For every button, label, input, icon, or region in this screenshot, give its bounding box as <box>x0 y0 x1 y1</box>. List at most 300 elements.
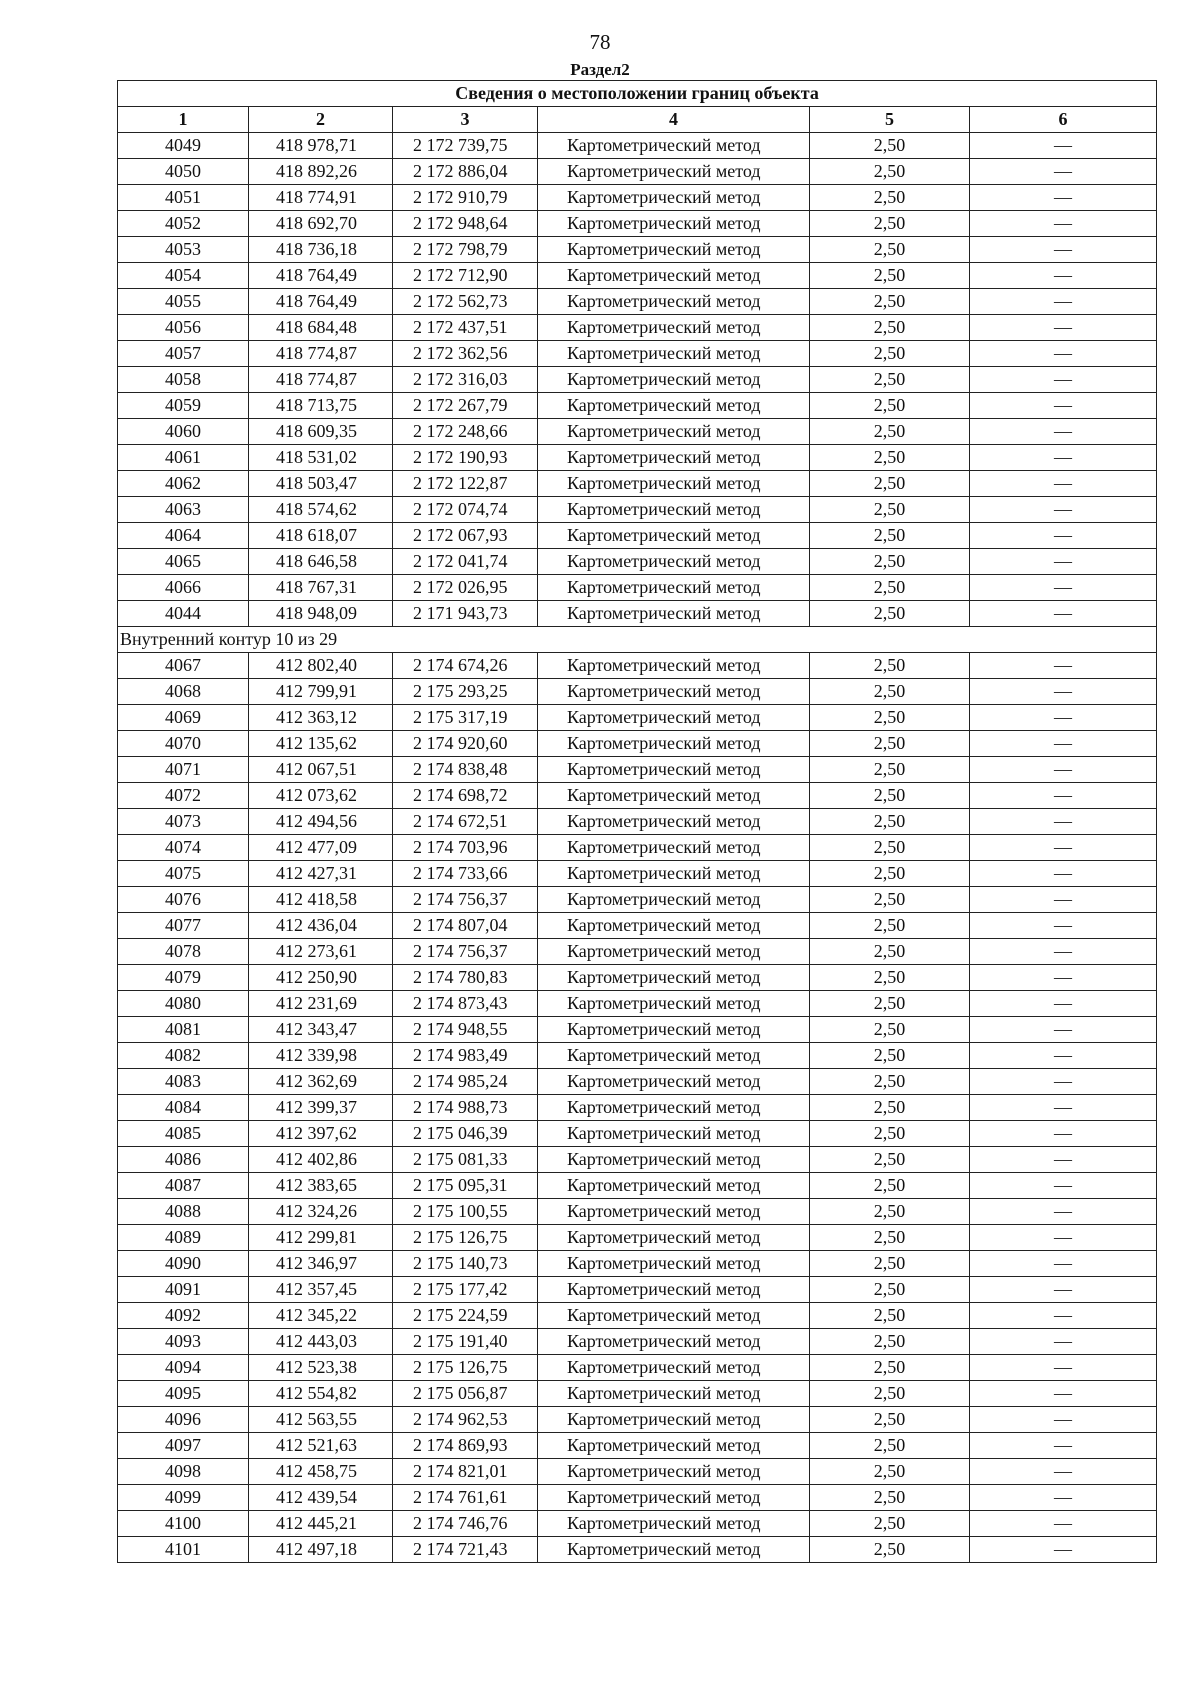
table-cell: Картометрический метод <box>538 653 810 679</box>
table-row <box>118 497 1157 523</box>
table-cell: 2 174 807,04 <box>393 913 538 939</box>
table-cell: 4044 <box>118 601 249 627</box>
table-cell: — <box>970 1121 1157 1147</box>
table-cell: — <box>970 913 1157 939</box>
table-cell: 2,50 <box>810 1121 970 1147</box>
table-cell: Картометрический метод <box>538 1433 810 1459</box>
table-cell: 2,50 <box>810 471 970 497</box>
table-cell: 4078 <box>118 939 249 965</box>
table-cell: Картометрический метод <box>538 1199 810 1225</box>
table-cell: 4074 <box>118 835 249 861</box>
table-cell: 2 175 317,19 <box>393 705 538 731</box>
table-cell: Картометрический метод <box>538 1069 810 1095</box>
table-cell: — <box>970 1225 1157 1251</box>
table-cell: Картометрический метод <box>538 185 810 211</box>
table-cell: 4060 <box>118 419 249 445</box>
table-cell: 2 174 761,61 <box>393 1485 538 1511</box>
table-cell: Картометрический метод <box>538 913 810 939</box>
table-cell: Картометрический метод <box>538 991 810 1017</box>
table-cell: Картометрический метод <box>538 1251 810 1277</box>
table-cell: 2 174 983,49 <box>393 1043 538 1069</box>
table-cell: 4095 <box>118 1381 249 1407</box>
table-cell: 4081 <box>118 1017 249 1043</box>
table-cell: 2,50 <box>810 159 970 185</box>
contour-label-section <box>118 627 1157 653</box>
table-cell: 2 174 920,60 <box>393 731 538 757</box>
column-header: 6 <box>970 107 1157 133</box>
table-cell: — <box>970 315 1157 341</box>
table-cell: Картометрический метод <box>538 757 810 783</box>
table-cell: 4064 <box>118 523 249 549</box>
table-cell: 418 736,18 <box>249 237 393 263</box>
table-cell: 412 494,56 <box>249 809 393 835</box>
table-cell: Картометрический метод <box>538 237 810 263</box>
table-cell: 4066 <box>118 575 249 601</box>
table-cell: 412 299,81 <box>249 1225 393 1251</box>
table-row <box>118 809 1157 835</box>
table-cell: Картометрический метод <box>538 445 810 471</box>
table-cell: — <box>970 471 1157 497</box>
table-cell: Картометрический метод <box>538 263 810 289</box>
table-cell: Картометрический метод <box>538 367 810 393</box>
table-cell: — <box>970 653 1157 679</box>
table-row <box>118 159 1157 185</box>
table-row <box>118 445 1157 471</box>
table-cell: 4069 <box>118 705 249 731</box>
table-cell: 2,50 <box>810 653 970 679</box>
section-title: Раздел2 <box>570 60 630 79</box>
table-cell: 2,50 <box>810 705 970 731</box>
table-cell: Картометрический метод <box>538 393 810 419</box>
table-row <box>118 263 1157 289</box>
table-cell: — <box>970 757 1157 783</box>
table-cell: — <box>970 1355 1157 1381</box>
table-row <box>118 393 1157 419</box>
table-cell: 2 172 026,95 <box>393 575 538 601</box>
table-cell: — <box>970 1199 1157 1225</box>
table-cell: 2,50 <box>810 965 970 991</box>
table-cell: 412 357,45 <box>249 1277 393 1303</box>
table-cell: 4091 <box>118 1277 249 1303</box>
table-row <box>118 1537 1157 1563</box>
table-cell: Картометрический метод <box>538 1407 810 1433</box>
table-row <box>118 653 1157 679</box>
table-cell: 2 175 177,42 <box>393 1277 538 1303</box>
table-cell: 418 684,48 <box>249 315 393 341</box>
table-row <box>118 1511 1157 1537</box>
table-cell: — <box>970 523 1157 549</box>
table-row <box>118 1069 1157 1095</box>
table-cell: 2 175 293,25 <box>393 679 538 705</box>
table-cell: 2,50 <box>810 185 970 211</box>
table-cell: — <box>970 1329 1157 1355</box>
table-cell: 2 172 316,03 <box>393 367 538 393</box>
table-cell: 412 345,22 <box>249 1303 393 1329</box>
table-cell: — <box>970 705 1157 731</box>
table-cell: 2,50 <box>810 731 970 757</box>
table-cell: Картометрический метод <box>538 549 810 575</box>
table-cell: — <box>970 887 1157 913</box>
table-cell: 412 399,37 <box>249 1095 393 1121</box>
table-title: Сведения о местоположении границ объекта <box>118 81 1157 107</box>
table-cell: 2,50 <box>810 1199 970 1225</box>
table-row <box>118 185 1157 211</box>
table-row <box>118 939 1157 965</box>
table-cell: — <box>970 133 1157 159</box>
table-cell: 2 174 988,73 <box>393 1095 538 1121</box>
table-row <box>118 1329 1157 1355</box>
table-cell: 4092 <box>118 1303 249 1329</box>
table-cell: — <box>970 1485 1157 1511</box>
table-cell: 2 172 190,93 <box>393 445 538 471</box>
table-cell: 2 175 046,39 <box>393 1121 538 1147</box>
table-cell: 2,50 <box>810 757 970 783</box>
table-cell: 4050 <box>118 159 249 185</box>
table-cell: 2 172 362,56 <box>393 341 538 367</box>
column-header: 4 <box>538 107 810 133</box>
table-cell: 4071 <box>118 757 249 783</box>
column-header: 1 <box>118 107 249 133</box>
table-cell: 2,50 <box>810 1407 970 1433</box>
table-cell: Картометрический метод <box>538 809 810 835</box>
contour-label-row <box>118 627 1157 653</box>
table-cell: Картометрический метод <box>538 1173 810 1199</box>
table-cell: 2 174 733,66 <box>393 861 538 887</box>
table-cell: — <box>970 419 1157 445</box>
column-header: 3 <box>393 107 538 133</box>
table-cell: — <box>970 341 1157 367</box>
table-row <box>118 1095 1157 1121</box>
table-row <box>118 1225 1157 1251</box>
table-cell: 2 175 081,33 <box>393 1147 538 1173</box>
table-cell: 4076 <box>118 887 249 913</box>
table-cell: Картометрический метод <box>538 835 810 861</box>
table-cell: 412 346,97 <box>249 1251 393 1277</box>
table-cell: 4080 <box>118 991 249 1017</box>
table-row <box>118 341 1157 367</box>
table-cell: Картометрический метод <box>538 315 810 341</box>
table-cell: Картометрический метод <box>538 497 810 523</box>
table-row <box>118 471 1157 497</box>
table-cell: 412 497,18 <box>249 1537 393 1563</box>
table-cell: 418 774,87 <box>249 341 393 367</box>
table-cell: — <box>970 185 1157 211</box>
table-cell: 2 172 122,87 <box>393 471 538 497</box>
table-cell: — <box>970 1251 1157 1277</box>
table-cell: 2,50 <box>810 1433 970 1459</box>
table-cell: 2 171 943,73 <box>393 601 538 627</box>
table-row <box>118 1173 1157 1199</box>
page-number: 78 <box>589 30 611 54</box>
table-cell: 412 231,69 <box>249 991 393 1017</box>
table-cell: 2 174 746,76 <box>393 1511 538 1537</box>
table-cell: 418 948,09 <box>249 601 393 627</box>
table-cell: 2,50 <box>810 211 970 237</box>
table-cell: 2 172 074,74 <box>393 497 538 523</box>
table-row <box>118 731 1157 757</box>
table-cell: 4099 <box>118 1485 249 1511</box>
table-row <box>118 1433 1157 1459</box>
table-cell: 2,50 <box>810 133 970 159</box>
table-cell: 4100 <box>118 1511 249 1537</box>
table-cell: 4088 <box>118 1199 249 1225</box>
table-cell: Картометрический метод <box>538 1355 810 1381</box>
table-cell: — <box>970 1381 1157 1407</box>
table-cell: — <box>970 991 1157 1017</box>
table-cell: 2,50 <box>810 1173 970 1199</box>
table-cell: 2 172 067,93 <box>393 523 538 549</box>
table-cell: 412 324,26 <box>249 1199 393 1225</box>
table-cell: 412 343,47 <box>249 1017 393 1043</box>
table-row <box>118 523 1157 549</box>
table-cell: — <box>970 263 1157 289</box>
table-cell: 2,50 <box>810 1043 970 1069</box>
table-cell: 412 563,55 <box>249 1407 393 1433</box>
table-cell: Картометрический метод <box>538 133 810 159</box>
table-cell: 4090 <box>118 1251 249 1277</box>
table-cell: 2,50 <box>810 1459 970 1485</box>
table-cell: — <box>970 1069 1157 1095</box>
table-row <box>118 1407 1157 1433</box>
table-cell: 4086 <box>118 1147 249 1173</box>
table-row <box>118 1355 1157 1381</box>
table-cell: 2 172 248,66 <box>393 419 538 445</box>
table-cell: 2 172 712,90 <box>393 263 538 289</box>
table-cell: 2 175 224,59 <box>393 1303 538 1329</box>
table-cell: 412 402,86 <box>249 1147 393 1173</box>
table-cell: Картометрический метод <box>538 1511 810 1537</box>
table-cell: 2,50 <box>810 549 970 575</box>
table-cell: 2 175 126,75 <box>393 1355 538 1381</box>
table-row <box>118 965 1157 991</box>
table-cell: 2 175 191,40 <box>393 1329 538 1355</box>
table-cell: 2,50 <box>810 263 970 289</box>
table-cell: 412 521,63 <box>249 1433 393 1459</box>
table-row <box>118 1251 1157 1277</box>
table-cell: 2,50 <box>810 419 970 445</box>
table-cell: Картометрический метод <box>538 211 810 237</box>
table-cell: 2,50 <box>810 523 970 549</box>
table-cell: 4068 <box>118 679 249 705</box>
table-cell: 2 175 056,87 <box>393 1381 538 1407</box>
table-cell: 2,50 <box>810 1277 970 1303</box>
table-row <box>118 367 1157 393</box>
table-cell: 2,50 <box>810 1381 970 1407</box>
table-cell: 412 363,12 <box>249 705 393 731</box>
table-cell: — <box>970 1147 1157 1173</box>
table-cell: 2,50 <box>810 1095 970 1121</box>
table-cell: Картометрический метод <box>538 1043 810 1069</box>
table-cell: — <box>970 497 1157 523</box>
table-cell: 2 174 838,48 <box>393 757 538 783</box>
table-cell: 418 646,58 <box>249 549 393 575</box>
table-cell: 412 445,21 <box>249 1511 393 1537</box>
table-cell: 412 477,09 <box>249 835 393 861</box>
table-cell: 4067 <box>118 653 249 679</box>
column-header: 5 <box>810 107 970 133</box>
table-cell: 418 609,35 <box>249 419 393 445</box>
table-cell: 4087 <box>118 1173 249 1199</box>
table-cell: 2 174 756,37 <box>393 887 538 913</box>
table-cell: 2,50 <box>810 861 970 887</box>
table-cell: 2 174 756,37 <box>393 939 538 965</box>
table-cell: Картометрический метод <box>538 523 810 549</box>
table-cell: 4098 <box>118 1459 249 1485</box>
table-row <box>118 601 1157 627</box>
table-cell: 4101 <box>118 1537 249 1563</box>
table-cell: 2,50 <box>810 601 970 627</box>
table-cell: 4053 <box>118 237 249 263</box>
table-cell: — <box>970 731 1157 757</box>
table-cell: 2 174 672,51 <box>393 809 538 835</box>
table-cell: 4055 <box>118 289 249 315</box>
table-cell: 2,50 <box>810 835 970 861</box>
table-cell: Картометрический метод <box>538 471 810 497</box>
table-cell: — <box>970 445 1157 471</box>
table-cell: 2 174 873,43 <box>393 991 538 1017</box>
table-cell: 2 172 041,74 <box>393 549 538 575</box>
table-cell: 412 554,82 <box>249 1381 393 1407</box>
table-cell: 2,50 <box>810 575 970 601</box>
table-cell: 2,50 <box>810 1303 970 1329</box>
table-cell: 2,50 <box>810 289 970 315</box>
table-row <box>118 887 1157 913</box>
column-header-row <box>118 107 1157 133</box>
table-cell: 412 339,98 <box>249 1043 393 1069</box>
table-cell: — <box>970 1407 1157 1433</box>
table-cell: 2 172 739,75 <box>393 133 538 159</box>
table-cell: 2 172 267,79 <box>393 393 538 419</box>
table-cell: 4061 <box>118 445 249 471</box>
table-cell: 2 174 962,53 <box>393 1407 538 1433</box>
rows-outer-contour <box>118 133 1157 627</box>
table-cell: 418 978,71 <box>249 133 393 159</box>
table-cell: 4082 <box>118 1043 249 1069</box>
table-cell: 418 618,07 <box>249 523 393 549</box>
table-cell: 418 774,87 <box>249 367 393 393</box>
table-cell: Картометрический метод <box>538 159 810 185</box>
table-cell: 2,50 <box>810 237 970 263</box>
table-cell: 2 174 821,01 <box>393 1459 538 1485</box>
table-row <box>118 679 1157 705</box>
table-cell: — <box>970 393 1157 419</box>
table-cell: — <box>970 367 1157 393</box>
table-cell: 4051 <box>118 185 249 211</box>
table-row <box>118 315 1157 341</box>
table-cell: Картометрический метод <box>538 1095 810 1121</box>
table-cell: Картометрический метод <box>538 783 810 809</box>
table-cell: 4093 <box>118 1329 249 1355</box>
table-cell: 2,50 <box>810 445 970 471</box>
table-cell: 2,50 <box>810 679 970 705</box>
table-row <box>118 1381 1157 1407</box>
table-cell: 412 439,54 <box>249 1485 393 1511</box>
table-row <box>118 991 1157 1017</box>
table-cell: — <box>970 1173 1157 1199</box>
table-row <box>118 705 1157 731</box>
table-cell: 2,50 <box>810 1537 970 1563</box>
table-cell: 2,50 <box>810 1225 970 1251</box>
table-cell: 418 767,31 <box>249 575 393 601</box>
table-cell: 2,50 <box>810 1329 970 1355</box>
table-cell: Картометрический метод <box>538 861 810 887</box>
table-cell: 412 073,62 <box>249 783 393 809</box>
table-cell: Картометрический метод <box>538 1537 810 1563</box>
table-cell: 2,50 <box>810 991 970 1017</box>
table-row <box>118 835 1157 861</box>
table-cell: 412 067,51 <box>249 757 393 783</box>
table-cell: 412 427,31 <box>249 861 393 887</box>
table-cell: 2,50 <box>810 367 970 393</box>
table-cell: 2,50 <box>810 393 970 419</box>
table-cell: 2 175 095,31 <box>393 1173 538 1199</box>
table-cell: — <box>970 1095 1157 1121</box>
table-cell: — <box>970 679 1157 705</box>
table-cell: — <box>970 939 1157 965</box>
table-cell: 412 273,61 <box>249 939 393 965</box>
table-cell: 2,50 <box>810 1069 970 1095</box>
table-cell: — <box>970 1017 1157 1043</box>
table-cell: 2,50 <box>810 913 970 939</box>
table-cell: Картометрический метод <box>538 679 810 705</box>
table-cell: Картометрический метод <box>538 939 810 965</box>
table-cell: 4056 <box>118 315 249 341</box>
table-row <box>118 1121 1157 1147</box>
table-cell: — <box>970 809 1157 835</box>
table-cell: Картометрический метод <box>538 1381 810 1407</box>
table-cell: Картометрический метод <box>538 705 810 731</box>
table-cell: 418 892,26 <box>249 159 393 185</box>
table-row <box>118 1147 1157 1173</box>
table-row <box>118 757 1157 783</box>
table-cell: 2 174 703,96 <box>393 835 538 861</box>
table-cell: 412 383,65 <box>249 1173 393 1199</box>
table-cell: — <box>970 289 1157 315</box>
table-cell: 4089 <box>118 1225 249 1251</box>
table-cell: Картометрический метод <box>538 1121 810 1147</box>
table-cell: 4079 <box>118 965 249 991</box>
table-cell: Картометрический метод <box>538 1225 810 1251</box>
table-row <box>118 861 1157 887</box>
table-cell: 418 713,75 <box>249 393 393 419</box>
table-cell: Картометрический метод <box>538 575 810 601</box>
table-cell: 2 174 721,43 <box>393 1537 538 1563</box>
table-cell: 2 174 985,24 <box>393 1069 538 1095</box>
table-cell: 2 172 886,04 <box>393 159 538 185</box>
table-cell: 412 418,58 <box>249 887 393 913</box>
table-cell: 4075 <box>118 861 249 887</box>
table-cell: 2 172 910,79 <box>393 185 538 211</box>
table-cell: 2,50 <box>810 1251 970 1277</box>
table-cell: — <box>970 1511 1157 1537</box>
table-cell: 412 458,75 <box>249 1459 393 1485</box>
rows-inner-contour <box>118 653 1157 1563</box>
table-cell: 2,50 <box>810 939 970 965</box>
table-cell: 2,50 <box>810 1017 970 1043</box>
table-cell: 412 443,03 <box>249 1329 393 1355</box>
table-cell: 412 799,91 <box>249 679 393 705</box>
table-cell: — <box>970 211 1157 237</box>
table-cell: 4065 <box>118 549 249 575</box>
table-row <box>118 1277 1157 1303</box>
table-cell: Картометрический метод <box>538 1277 810 1303</box>
table-cell: 4094 <box>118 1355 249 1381</box>
table-row <box>118 419 1157 445</box>
table-cell: 4054 <box>118 263 249 289</box>
table-cell: 2,50 <box>810 1511 970 1537</box>
table-cell: 2,50 <box>810 809 970 835</box>
table-row <box>118 575 1157 601</box>
